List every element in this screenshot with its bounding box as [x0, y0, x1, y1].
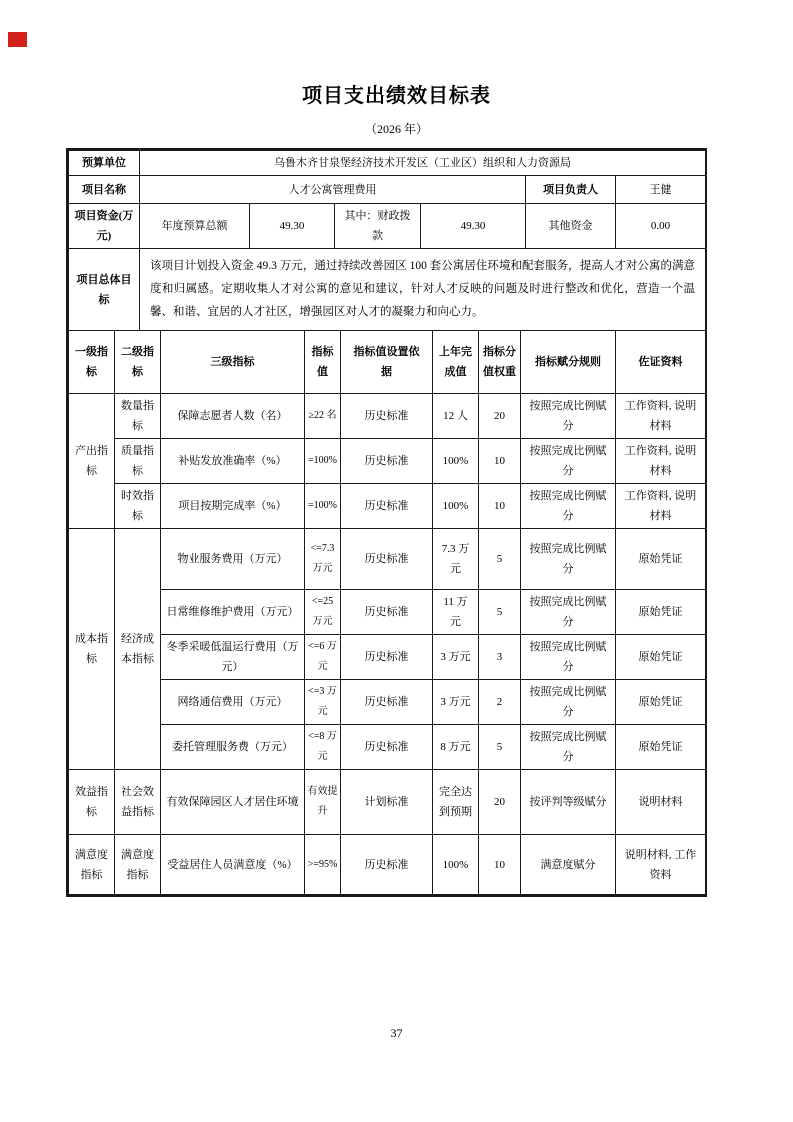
level2-cell: 质量指标 [115, 439, 161, 484]
basis-cell: 历史标准 [341, 635, 433, 680]
table-row [69, 725, 706, 770]
project-funds-label: 项目资金(万元) [69, 204, 140, 249]
red-stamp-mark [8, 32, 27, 47]
weight-cell: 2 [479, 680, 521, 725]
prev-year-cell: 100% [433, 439, 479, 484]
basis-cell: 历史标准 [341, 394, 433, 439]
basis-cell: 历史标准 [341, 680, 433, 725]
rule-cell: 按照完成比例赋分 [521, 529, 616, 590]
prev-year-cell: 3 万元 [433, 635, 479, 680]
table-row [69, 680, 706, 725]
value-cell: 有效提升 [305, 770, 341, 835]
weight-cell: 10 [479, 439, 521, 484]
prev-year-cell: 完全达到预期 [433, 770, 479, 835]
rule-cell: 按照完成比例赋分 [521, 394, 616, 439]
value-cell: <=8 万元 [305, 725, 341, 770]
level3-cell: 受益居住人员满意度（%） [161, 835, 305, 895]
table-row [69, 835, 706, 895]
fiscal-alloc-value: 49.30 [421, 204, 526, 249]
rule-cell: 按照完成比例赋分 [521, 439, 616, 484]
rule-cell: 按照完成比例赋分 [521, 484, 616, 529]
budget-unit-value: 乌鲁木齐甘泉堡经济技术开发区（工业区）组织和人力资源局 [140, 151, 706, 176]
table-row [69, 484, 706, 529]
project-info-table [68, 150, 706, 331]
level3-cell: 补贴发放准确率（%） [161, 439, 305, 484]
budget-unit-label: 预算单位 [69, 151, 140, 176]
header-basis: 指标值设置依据 [341, 331, 433, 394]
rule-cell: 按照完成比例赋分 [521, 590, 616, 635]
performance-target-table [66, 148, 707, 897]
weight-cell: 5 [479, 590, 521, 635]
basis-cell: 历史标准 [341, 835, 433, 895]
table-row [69, 176, 706, 204]
level3-cell: 日常维修维护费用（万元） [161, 590, 305, 635]
level3-cell: 委托管理服务费（万元） [161, 725, 305, 770]
weight-cell: 20 [479, 770, 521, 835]
header-value: 指标值 [305, 331, 341, 394]
table-row [69, 439, 706, 484]
level3-cell: 项目按期完成率（%） [161, 484, 305, 529]
level1-cell: 满意度指标 [69, 835, 115, 895]
rule-cell: 按照完成比例赋分 [521, 725, 616, 770]
weight-cell: 3 [479, 635, 521, 680]
overall-goal-value: 该项目计划投入资金 49.3 万元，通过持续改善园区 100 套公寓居住环境和配套服务，提高人才对公寓的满意度和归属感。定期收集人才对公寓的意见和建议，针对人才反映的问题及时进行整改和优化，营造一个温馨、和谐、宜居的人才社区，增强园区对人才的凝聚力和向心力。 [140, 249, 706, 331]
weight-cell: 10 [479, 835, 521, 895]
indicators-table [68, 330, 706, 895]
weight-cell: 10 [479, 484, 521, 529]
project-name-label: 项目名称 [69, 176, 140, 204]
value-cell: <=25 万元 [305, 590, 341, 635]
page-number: 37 [390, 1026, 403, 1040]
rule-cell: 按评判等级赋分 [521, 770, 616, 835]
fiscal-alloc-label: 其中：财政拨款 [335, 204, 421, 249]
level2-cell: 数量指标 [115, 394, 161, 439]
header-prev-year: 上年完成值 [433, 331, 479, 394]
prev-year-cell: 100% [433, 835, 479, 895]
table-row [69, 151, 706, 176]
level2-cell: 社会效益指标 [115, 770, 161, 835]
evidence-cell: 原始凭证 [616, 725, 706, 770]
basis-cell: 历史标准 [341, 725, 433, 770]
overall-goal-label: 项目总体目标 [69, 249, 140, 331]
page-subtitle: （2026 年） [364, 122, 428, 136]
evidence-cell: 原始凭证 [616, 590, 706, 635]
basis-cell: 历史标准 [341, 529, 433, 590]
level2-cell: 经济成本指标 [115, 529, 161, 770]
level3-cell: 物业服务费用（万元） [161, 529, 305, 590]
rule-cell: 满意度赋分 [521, 835, 616, 895]
basis-cell: 历史标准 [341, 484, 433, 529]
table-row [69, 770, 706, 835]
annual-budget-label: 年度预算总额 [140, 204, 250, 249]
value-cell: <=6 万元 [305, 635, 341, 680]
level2-cell: 时效指标 [115, 484, 161, 529]
level1-cell: 成本指标 [69, 529, 115, 770]
table-row [69, 249, 706, 331]
table-row [69, 590, 706, 635]
header-weight: 指标分值权重 [479, 331, 521, 394]
weight-cell: 5 [479, 529, 521, 590]
project-leader-label: 项目负责人 [526, 176, 616, 204]
table-row [69, 529, 706, 590]
page-title: 项目支出绩效目标表 [302, 85, 491, 107]
prev-year-cell: 11 万元 [433, 590, 479, 635]
prev-year-cell: 12 人 [433, 394, 479, 439]
evidence-cell: 工作资料, 说明材料 [616, 394, 706, 439]
weight-cell: 5 [479, 725, 521, 770]
other-funds-value: 0.00 [616, 204, 706, 249]
basis-cell: 历史标准 [341, 590, 433, 635]
prev-year-cell: 100% [433, 484, 479, 529]
weight-cell: 20 [479, 394, 521, 439]
other-funds-label: 其他资金 [526, 204, 616, 249]
indicators-header-row [69, 331, 706, 394]
project-leader-value: 王健 [616, 176, 706, 204]
table-row [69, 394, 706, 439]
prev-year-cell: 3 万元 [433, 680, 479, 725]
evidence-cell: 原始凭证 [616, 529, 706, 590]
evidence-cell: 工作资料, 说明材料 [616, 484, 706, 529]
header-rule: 指标赋分规则 [521, 331, 616, 394]
level3-cell: 保障志愿者人数（名） [161, 394, 305, 439]
level3-cell: 冬季采暖低温运行费用（万元） [161, 635, 305, 680]
evidence-cell: 工作资料, 说明材料 [616, 439, 706, 484]
prev-year-cell: 8 万元 [433, 725, 479, 770]
header-level2: 二级指标 [115, 331, 161, 394]
prev-year-cell: 7.3 万元 [433, 529, 479, 590]
level1-cell: 效益指标 [69, 770, 115, 835]
level3-cell: 网络通信费用（万元） [161, 680, 305, 725]
level2-cell: 满意度指标 [115, 835, 161, 895]
rule-cell: 按照完成比例赋分 [521, 635, 616, 680]
level3-cell: 有效保障园区人才居住环境 [161, 770, 305, 835]
basis-cell: 计划标准 [341, 770, 433, 835]
value-cell: =100% [305, 484, 341, 529]
value-cell: <=3 万元 [305, 680, 341, 725]
value-cell: =100% [305, 439, 341, 484]
evidence-cell: 说明材料, 工作资料 [616, 835, 706, 895]
level1-cell: 产出指标 [69, 394, 115, 529]
evidence-cell: 原始凭证 [616, 680, 706, 725]
table-row [69, 635, 706, 680]
evidence-cell: 原始凭证 [616, 635, 706, 680]
header-evidence: 佐证资料 [616, 331, 706, 394]
value-cell: >=95% [305, 835, 341, 895]
basis-cell: 历史标准 [341, 439, 433, 484]
value-cell: ≥22 名 [305, 394, 341, 439]
rule-cell: 按照完成比例赋分 [521, 680, 616, 725]
annual-budget-value: 49.30 [250, 204, 335, 249]
value-cell: <=7.3 万元 [305, 529, 341, 590]
project-name-value: 人才公寓管理费用 [140, 176, 526, 204]
header-level1: 一级指标 [69, 331, 115, 394]
evidence-cell: 说明材料 [616, 770, 706, 835]
header-level3: 三级指标 [161, 331, 305, 394]
table-row [69, 204, 706, 249]
